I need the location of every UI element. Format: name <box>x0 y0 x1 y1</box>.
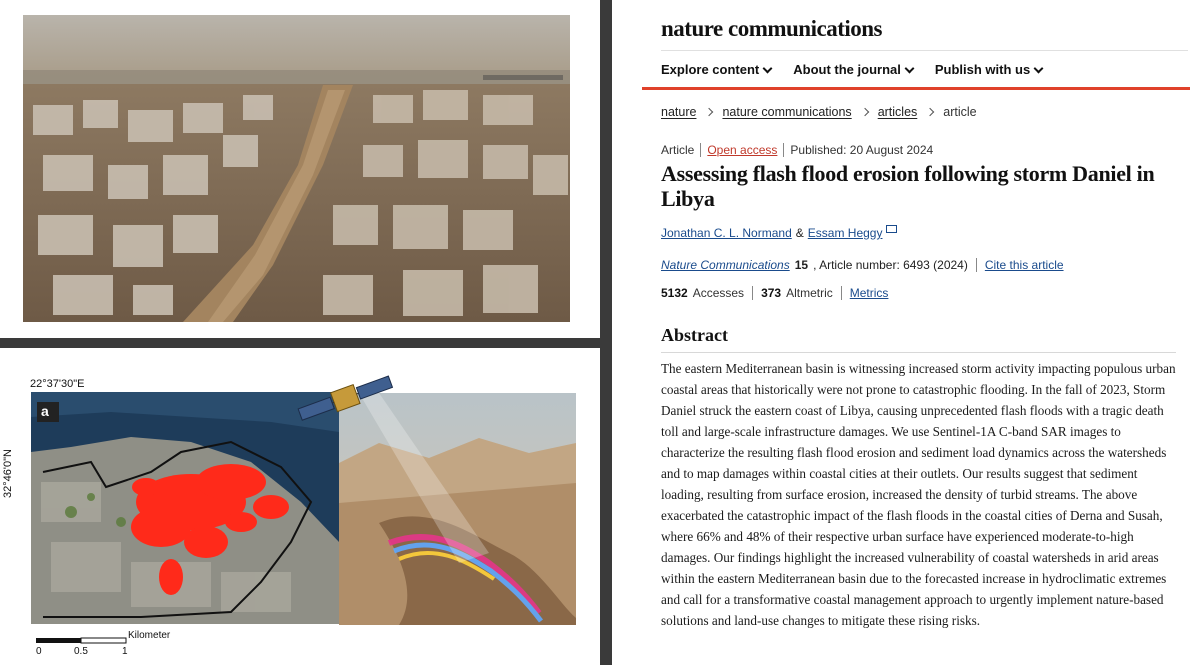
altmetric-count: 373 <box>761 286 782 300</box>
article-title: Assessing flash flood erosion following storm Daniel in Libya <box>661 161 1155 211</box>
nav-explore-content[interactable] <box>661 62 771 77</box>
altmetric-label: Altmetric <box>786 286 833 300</box>
panel-letter: a <box>41 403 49 419</box>
chevron-right-icon <box>860 108 868 116</box>
chevron-right-icon <box>705 108 713 116</box>
article-type: Article <box>661 143 695 157</box>
journal-link[interactable]: Nature Communications <box>661 258 790 272</box>
sar-illustration <box>339 393 576 625</box>
horizontal-divider <box>0 338 612 348</box>
author-link[interactable]: Essam Heggy <box>807 226 883 240</box>
author-list <box>661 226 897 240</box>
published-date: Published: 20 August 2024 <box>790 143 934 157</box>
abstract-text: The eastern Mediterranean basin is witnessing increased storm activity impacting populous urban coastal areas that historically were not prone to catastrophic flooding. In the fall of 2023, Storm Daniel struck the eastern coast of Libya, causing unprecedented flash floods with a tragic death toll and large-scale infrastructure damages. We use Sentinel-1A C-band SAR images to characterize the resulting flash flood erosion and sediment load dynamics across the watersheds and to map damages within coastal cities at their outlets. Our results suggest that sediment loading, resulting from surface erosion, increased the density of turbid streams. The above exacerbated the catastrophic impact of the flash floods in the coastal cities of Derna and Susah, where 66% and 48% of their respective urban surface have experienced moderate-to-high damages. Our findings highlight the increased vulnerability of coastal watersheds in arid areas within the eastern Mediterranean basin due to the forecasted increase in hydroclimatic extremes and call for a transformative coastal management approach to urgently implement nature-based solutions and land-use changes to mitigate these rising risks. <box>661 361 1176 628</box>
breadcrumb-nature[interactable]: nature <box>661 105 697 119</box>
author-joiner: & <box>795 226 804 240</box>
article-number: , Article number: 6493 (2024) <box>813 258 968 272</box>
vertical-divider <box>600 0 612 665</box>
accesses-label: Accesses <box>692 286 745 300</box>
article-meta <box>661 143 933 157</box>
volume: 15 <box>794 258 809 272</box>
aerial-flood-photo <box>23 15 570 322</box>
scale-unit: Kilometer <box>128 630 171 641</box>
accent-bar <box>642 87 1190 90</box>
nav-label: Explore content <box>661 62 760 77</box>
nav-label: Publish with us <box>934 62 1031 77</box>
metrics-divider <box>752 286 753 300</box>
scale-bar <box>36 630 236 662</box>
breadcrumb-current: article <box>943 105 977 119</box>
citation-line <box>661 258 1064 272</box>
site-logo[interactable]: nature communications <box>661 16 882 41</box>
nav-label: About the journal <box>793 62 901 77</box>
longitude-label: 22°37'30"E <box>30 378 85 390</box>
citation-divider <box>976 258 977 272</box>
breadcrumb <box>661 105 977 119</box>
open-access-link[interactable]: Open access <box>707 143 778 157</box>
email-icon[interactable] <box>886 225 897 233</box>
main-nav <box>661 62 1042 77</box>
metrics-link[interactable]: Metrics <box>849 286 889 300</box>
figure-panel <box>0 348 600 665</box>
damage-map <box>31 392 339 624</box>
header-divider <box>661 50 1188 51</box>
chevron-right-icon <box>926 108 934 116</box>
author-link[interactable]: Jonathan C. L. Normand <box>661 226 792 240</box>
metrics-line <box>661 286 888 300</box>
abstract-divider <box>661 352 1176 353</box>
nav-publish-with-us[interactable] <box>935 62 1042 77</box>
meta-divider <box>700 143 701 157</box>
chevron-down-icon <box>1034 63 1044 73</box>
accesses-count: 5132 <box>661 286 688 300</box>
cite-this-article-link[interactable]: Cite this article <box>984 258 1064 272</box>
scale-tick-1: 0.5 <box>74 646 88 657</box>
scale-tick-0: 0 <box>36 646 42 657</box>
breadcrumb-articles[interactable]: articles <box>877 105 918 119</box>
chevron-down-icon <box>763 63 773 73</box>
abstract-heading: Abstract <box>661 325 728 345</box>
nav-about-journal[interactable] <box>793 62 913 77</box>
scale-tick-2: 1 <box>122 646 128 657</box>
meta-divider <box>783 143 784 157</box>
satellite-icon <box>296 372 396 427</box>
chevron-down-icon <box>904 63 914 73</box>
metrics-divider <box>841 286 842 300</box>
latitude-label: 32°46'0"N <box>2 449 14 498</box>
breadcrumb-nature-communications[interactable]: nature communications <box>722 105 852 119</box>
article-page <box>612 0 1200 665</box>
